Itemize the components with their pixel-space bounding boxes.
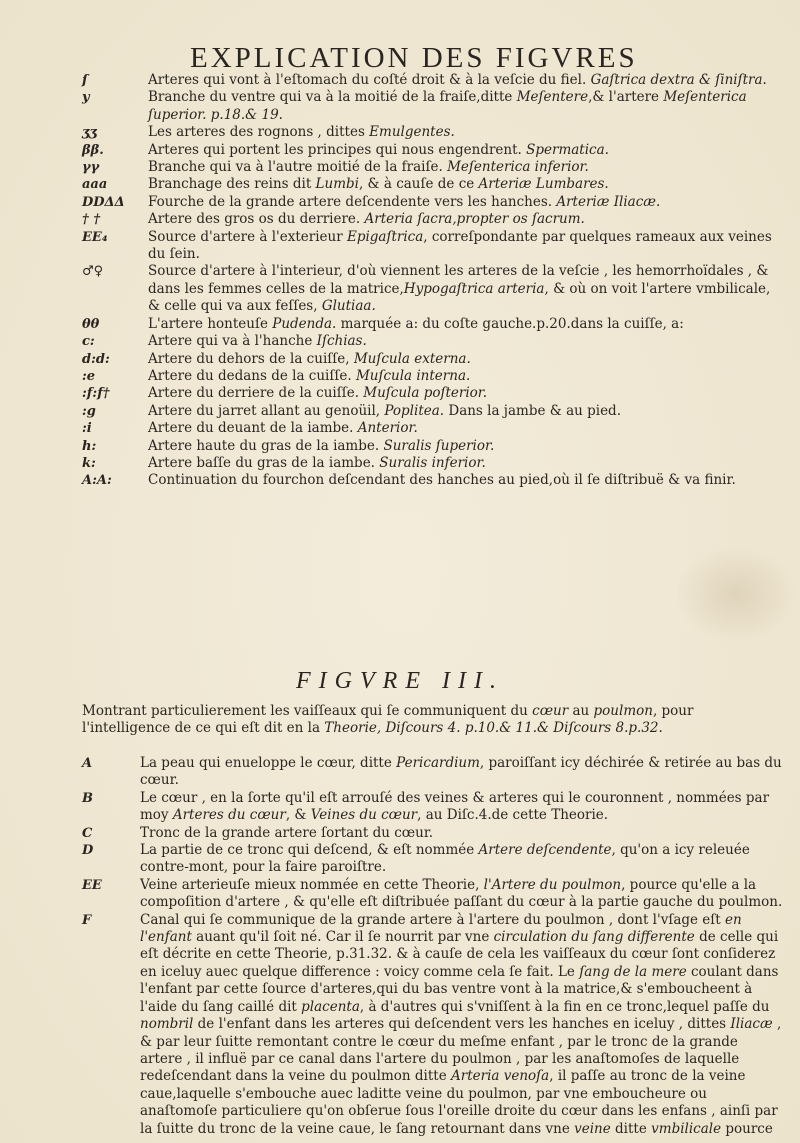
legend-entry: ʒʒ Les arteres des rognons , dittes Emulgentes. (82, 124, 455, 141)
legend-entry: :f:f† Artere du derriere de la cuiſſe. Muſcula poſterior. (82, 385, 488, 402)
entry-mark: k: (82, 455, 96, 471)
entry-mark: d:d: (82, 351, 110, 367)
legend-entry: aaa Branchage des reins dit Lumbi, & à cauſe de ce Arteriæ Lumbares. (82, 176, 609, 193)
entry-mark: ſ (82, 73, 88, 88)
entry-mark: D (82, 843, 94, 859)
figure-legend-list (82, 755, 784, 1138)
legend-entry: C Tronc de la grande artere ſortant du cœur. (82, 824, 434, 841)
legend-entry: A La peau qui enueloppe le cœur, ditte Pericardium, paroiſſant icy déchirée & retirée au bas du cœur. (82, 755, 782, 789)
entry-mark: EE (82, 877, 102, 893)
entry-mark: :f:f† (82, 386, 110, 402)
entry-mark: EE₄ (82, 229, 108, 245)
entry-mark: ʒʒ (82, 125, 97, 141)
legend-entry: θθ L'artere honteuſe Pudenda. marquée a: du coſte gauche.p.20.dans la cuiſſe, a: (82, 315, 684, 332)
legend-entry: h: Artere haute du gras de la iambe. Suralis ſuperior. (82, 437, 495, 454)
legend-entry: EE Veine arterieuſe mieux nommée en cette Theorie, l'Artere du poulmon, pource qu'elle a la compoſition d'artere , & qu'elle eſt diſtribuée paſſant du cœur à la partie gauche du poulmon. (82, 876, 783, 911)
entry-mark: h: (82, 438, 97, 454)
entry-mark: θθ (82, 316, 100, 332)
legend-entry: ſ Arteres qui vont à l'eſtomach du coſté droit & à la veſcie du fiel. Gaſtrica dextra & ſiniſtra. (82, 72, 767, 88)
legend-entry: † † Artere des gros os du derriere. Arteria ſacra,propter os ſacrum. (82, 211, 585, 228)
legend-entry: k: Artere baſſe du gras de la iambe. Suralis inferior. (82, 454, 486, 471)
legend-entry: B Le cœur , en la ſorte qu'il eſt arrouſé des veines & arteres qui le couronnent , nommées par moy Arteres du cœur, & Veines du cœur, au Diſc.4.de cette Theorie. (82, 789, 770, 824)
legend-entry: DDΔΔ Fourche de la grande artere deſcendente vers les hanches. Arteriæ Iliacæ. (82, 193, 661, 210)
legend-entry: ♂♀ Source d'artere à l'interieur, d'où viennent les arteres de la veſcie , les hemorrhoïdales , & dans les femmes celles de la matrice,Hypogaſtrica arteria, & où on voit l'artere vmbilicale, & celle qui va aux feſſes, Glutiaa. (82, 263, 771, 315)
entry-mark: y (82, 90, 90, 106)
entry-mark: F (82, 912, 92, 928)
entry-mark: c: (82, 334, 95, 350)
entry-mark: aaa (82, 177, 108, 193)
legend-entry: c: Artere qui va à l'hanche Iſchias. (82, 333, 367, 350)
entry-mark: A (82, 756, 93, 771)
legend-entry: γγ Branche qui va à l'autre moitié de la fraiſe. Meſenterica inferior. (82, 159, 589, 176)
legend-entry: ββ. Arteres qui portent les principes qui nous engendrent. Spermatica. (82, 141, 609, 158)
entry-mark: :g (82, 403, 96, 419)
entry-mark: ββ. (82, 142, 104, 158)
legend-entry: :g Artere du jarret allant au genoüil, Poplitea. Dans la jambe & au pied. (82, 402, 621, 419)
entry-mark: ♂♀ (82, 264, 104, 280)
legend-entry: y Branche du ventre qui va à la moitié de la fraiſe,ditte Meſentere,& l'artere Meſenterica ſuperior. p.18.& 19. (82, 89, 747, 123)
entry-mark: A:A: (82, 473, 112, 489)
legend-list (82, 72, 784, 490)
entry-mark: DDΔΔ (82, 194, 125, 210)
figure-title: FIGVRE III. (296, 668, 504, 694)
figure-intro: Montrant particulierement les vaiſſeaux qui ſe communiquent du cœur au poulmon, pour l'intelligence de ce qui eſt dit en la Theorie, Diſcours 4. p.10.& 11.& Diſcours 8.p.32. (82, 703, 694, 737)
entry-mark: γγ (82, 160, 100, 176)
entry-mark: C (82, 825, 93, 841)
legend-entry: d:d: Artere du dehors de la cuiſſe, Muſcula externa. (82, 350, 471, 367)
legend-entry: :i Artere du deuant de la iambe. Anterior. (82, 420, 418, 437)
entry-mark: :e (82, 368, 96, 384)
legend-entry: D La partie de ce tronc qui deſcend, & eſt nommée Artere deſcendente, qu'on a icy releuée contre-mont, pour la faire paroiſtre. (82, 842, 750, 876)
entry-mark: B (82, 790, 93, 806)
legend-entry: :e Artere du dedans de la cuiſſe. Muſcula interna. (82, 367, 471, 384)
entry-mark: † † (82, 212, 101, 228)
legend-entry: F Canal qui ſe communique de la grande artere à l'artere du poulmon , dont l'vſage eſt en l'enfant auant qu'il ſoit né. Car il ſe nourrit par vne circulation du ſang differente de celle qui eſt décrite en cette Theorie, p.31.32. & à cauſe de cela les vaiſſeaux du cœur ſont conſiderez en iceluy auec quelque difference : voicy comme cela ſe fait. Le ſang de la mere coulant dans l'enfant par cette ſource d'arteres,qui du bas ventre vont à la matrice,& s'emboucheent à l'aide du ſang caillé dit placenta, à d'autres qui s'vniſſent à la fin en ce tronc,lequel paſſe du nombril de l'enfant dans les arteres qui deſcendent vers les hanches en iceluy , dittes Iliacæ , & par leur ſuitte remontant contre le cœur du meſme enfant , par le tronc de la grande artere , il influë par ce canal dans l'artere du poulmon , par les anaſtomoſes de laquelle redeſcendant dans la veine du poulmon ditte Arteria venoſa, il paſſe au tronc de la veine caue,laquelle s'embouche auec laditte veine du poulmon, par vne emboucheure ou anaſtomoſe particuliere qu'on obſerue ſous l'oreille droite du cœur dans les enfans , ainſi par la ſuitte du tronc de la veine caue, le ſang retournant dans vne veine ditte vmbilicale pource (82, 911, 782, 1137)
legend-entry: EE₄ Source d'artere à l'exterieur Epigaſtrica, correſpondante par quelques rameaux aux veines du ſein. (82, 228, 772, 263)
entry-mark: :i (82, 421, 92, 437)
page-header: EXPLICATION DES FIGVRES (190, 42, 638, 74)
legend-entry: A:A: Continuation du fourchon deſcendant des hanches au pied,où il ſe diſtribuë & va finir. (82, 472, 736, 489)
